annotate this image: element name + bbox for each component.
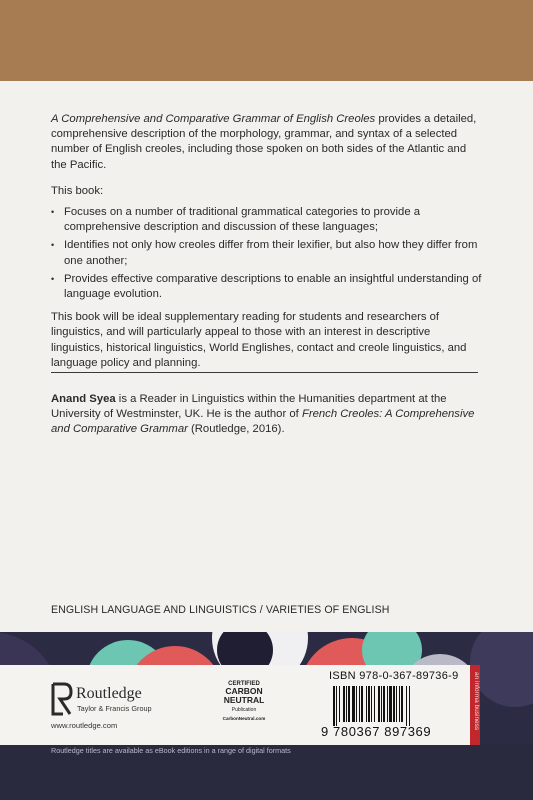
intro-text: provides a detailed, comprehensive description of the morphology, grammar, and syntax of a selected number of English creoles, including those spoken on both sides of the Atlantic and the Pacific. [51, 113, 477, 171]
feature-item-1: • Focuses on a number of traditional grammatical categories to provide a comprehensive description and discussion of these languages; [51, 205, 483, 235]
intro-paragraph [51, 112, 483, 173]
author-name: Anand Syea [51, 393, 116, 405]
isbn-label: ISBN 978-0-367-89736-9 [329, 670, 459, 682]
section-divider [51, 372, 478, 373]
feature-item-3: • Provides effective comparative descriptions to enable an insightful understanding of language evolution. [51, 272, 483, 302]
publisher-group: Taylor & Francis Group [77, 704, 152, 713]
carbon-neutral-badge-icon [216, 676, 272, 732]
cert-line-2: CARBON [225, 686, 263, 696]
audience-paragraph: This book will be ideal supplementary reading for students and researchers of linguistics, and will particularly appeal to those with an interest in descriptive linguistics, historical linguistics, World Englishes, contact and creole linguistics, and language policy and planning. [51, 311, 467, 369]
barcode-number: 9 780367 897369 [321, 724, 432, 739]
author-bio-end: (Routledge, 2016). [187, 423, 285, 436]
top-color-band [0, 0, 533, 81]
ebook-notice: Routledge titles are available as eBook editions in a range of digital formats [51, 746, 291, 755]
this-book-label: This book: [51, 184, 104, 197]
book-title: A Comprehensive and Comparative Grammar of English Creoles [51, 113, 376, 125]
subject-category: ENGLISH LANGUAGE AND LINGUISTICS / VARIETIES OF ENGLISH [51, 604, 390, 616]
cert-line-1: CERTIFIED [228, 681, 260, 687]
cert-line-4: Publication [231, 707, 257, 713]
author-book-title: French Creoles: A Comprehensive and Comparative Grammar [51, 408, 475, 436]
cert-line-3: NEUTRAL [223, 695, 265, 705]
publisher-name: Routledge [76, 685, 142, 702]
author-bio [51, 392, 481, 438]
back-cover-description [51, 112, 483, 371]
feature-item-2: • Identifies not only how creoles differ from their lexifier, but also how they differ from one another; [51, 238, 483, 268]
cert-line-5: CarbonNeutral.com [222, 716, 266, 721]
author-bio-text: is a Reader in Linguistics within the Humanities department at the University of Westminster, UK. He is the author of [51, 393, 447, 421]
feature-list [51, 205, 483, 302]
barcode-icon [331, 686, 459, 726]
informa-tab-text: an informa business [473, 672, 480, 731]
publisher-website: www.routledge.com [51, 721, 118, 730]
routledge-logo-icon [51, 682, 73, 716]
